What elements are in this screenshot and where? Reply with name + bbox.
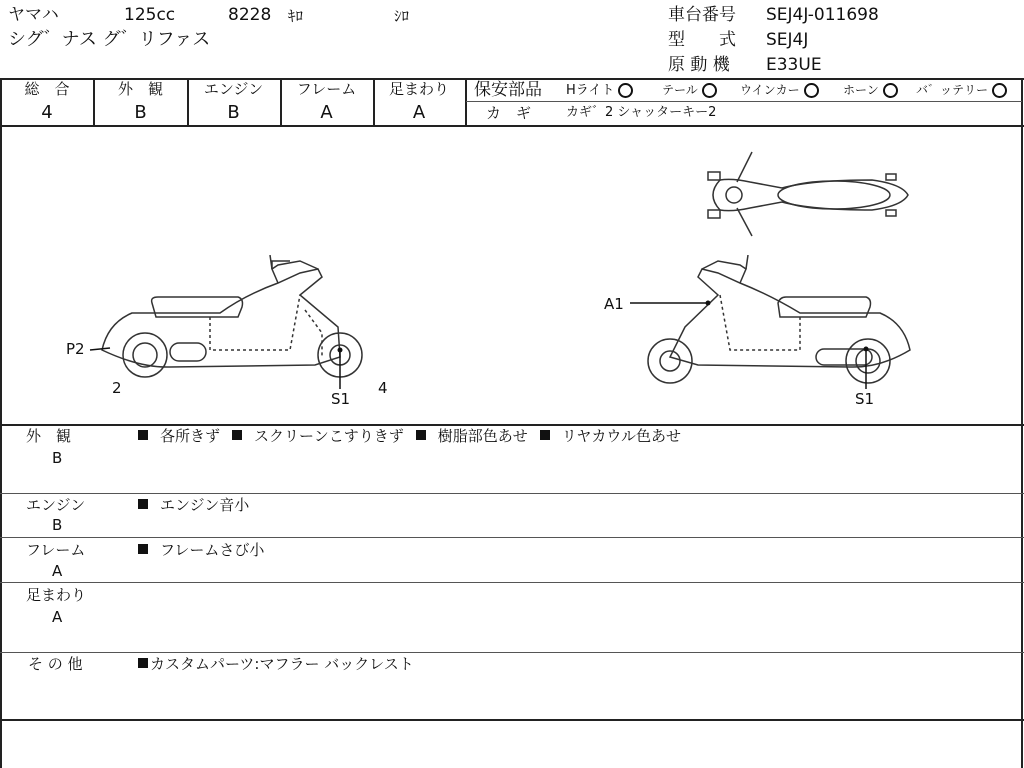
grade-header-frame: フレーム xyxy=(296,80,357,98)
bullet-square-icon xyxy=(540,430,550,440)
safety-row-divider xyxy=(466,101,1022,102)
safety-label: 保安部品 xyxy=(474,80,542,100)
bullet-square-icon xyxy=(138,499,148,509)
damage-label-p2: P2 xyxy=(66,340,85,358)
scooter-top-view-diagram xyxy=(692,150,922,240)
type-label: 型 式 xyxy=(668,30,736,50)
remark-category-other: そ の 他 xyxy=(28,655,83,673)
bullet-square-icon xyxy=(138,658,148,668)
remark-category-exterior: 外 観 xyxy=(26,427,72,445)
grade-header-overall: 総 合 xyxy=(24,80,70,98)
bullet-square-icon xyxy=(232,430,242,440)
right-border xyxy=(1021,78,1023,768)
left-border xyxy=(0,78,2,768)
remark-items-other: カスタムパーツ:マフラー バックレスト xyxy=(138,657,414,672)
maker: ヤマハ xyxy=(8,5,59,25)
grade-header-suspension: 足まわり xyxy=(388,80,449,98)
bullet-square-icon xyxy=(138,430,148,440)
safety-item-tail: テール xyxy=(662,83,717,98)
remark-grade-suspension: A xyxy=(52,608,63,626)
safety-item-battery: バ゛ッテリー xyxy=(916,83,1007,98)
grade-value-engine: B xyxy=(227,102,240,123)
damage-label-4: 4 xyxy=(378,379,388,397)
mileage: 8228 xyxy=(228,5,272,25)
remark-grade-engine: B xyxy=(52,516,63,534)
grade-value-frame: A xyxy=(320,102,333,123)
remarks-divider xyxy=(0,537,1024,538)
engine-label: 原 動 機 xyxy=(668,55,730,75)
ok-circle-icon xyxy=(883,83,898,98)
grade-value-exterior: B xyxy=(134,102,147,123)
remark-category-frame: フレーム xyxy=(26,541,86,559)
keys-label: カ ギ xyxy=(486,104,532,122)
grade-table-bottom-border xyxy=(0,125,1024,127)
remarks-bottom-border xyxy=(0,719,1024,721)
scooter-left-side-diagram xyxy=(60,255,400,408)
safety-item-winker: ウインカー xyxy=(740,83,819,98)
remarks-divider xyxy=(0,652,1024,653)
ok-circle-icon xyxy=(804,83,819,98)
remark-items-exterior: 各所きず スクリーンこすりきず 樹脂部色あせ リヤカウル色あせ xyxy=(138,429,681,444)
remark-grade-frame: A xyxy=(52,562,63,580)
damage-label-s1-right: S1 xyxy=(855,390,875,408)
ok-circle-icon xyxy=(618,83,633,98)
engine-value: E33UE xyxy=(766,55,822,75)
safety-item-headlight: Hライト xyxy=(566,83,633,98)
remark-grade-exterior: B xyxy=(52,449,63,467)
bullet-square-icon xyxy=(138,544,148,554)
scooter-right-side-diagram xyxy=(630,255,930,408)
grade-value-suspension: A xyxy=(412,102,426,123)
type-value: SEJ4J xyxy=(766,30,809,50)
grade-header-engine: エンジン xyxy=(203,80,264,98)
remark-items-engine: エンジン音小 xyxy=(138,498,249,513)
remarks-top-border xyxy=(0,424,1024,426)
remarks-divider xyxy=(0,582,1024,583)
bullet-square-icon xyxy=(416,430,426,440)
damage-label-a1: A1 xyxy=(604,295,624,313)
displacement: 125cc xyxy=(124,5,176,25)
frame-no: SEJ4J-011698 xyxy=(766,5,879,25)
remark-category-suspension: 足まわり xyxy=(26,586,87,604)
color: ｼﾛ xyxy=(394,7,410,25)
ok-circle-icon xyxy=(702,83,717,98)
damage-label-s1-left: S1 xyxy=(331,390,351,408)
safety-item-horn: ホーン xyxy=(843,83,898,98)
ok-circle-icon xyxy=(992,83,1007,98)
grade-value-overall: 4 xyxy=(41,102,53,123)
mileage-unit: ｷﾛ xyxy=(288,7,304,25)
model-name: シグ゛ナス グ゛リファス xyxy=(8,29,211,50)
damage-label-2: 2 xyxy=(112,379,122,397)
grade-divider xyxy=(465,78,467,126)
frame-no-label: 車台番号 xyxy=(668,5,736,25)
remark-items-frame: フレームさび小 xyxy=(138,543,264,558)
keys-value: カギ゛2 シャッターキー2 xyxy=(566,105,717,120)
remark-category-engine: エンジン xyxy=(26,496,86,514)
remarks-divider xyxy=(0,493,1024,494)
grade-header-exterior: 外 観 xyxy=(117,80,163,98)
